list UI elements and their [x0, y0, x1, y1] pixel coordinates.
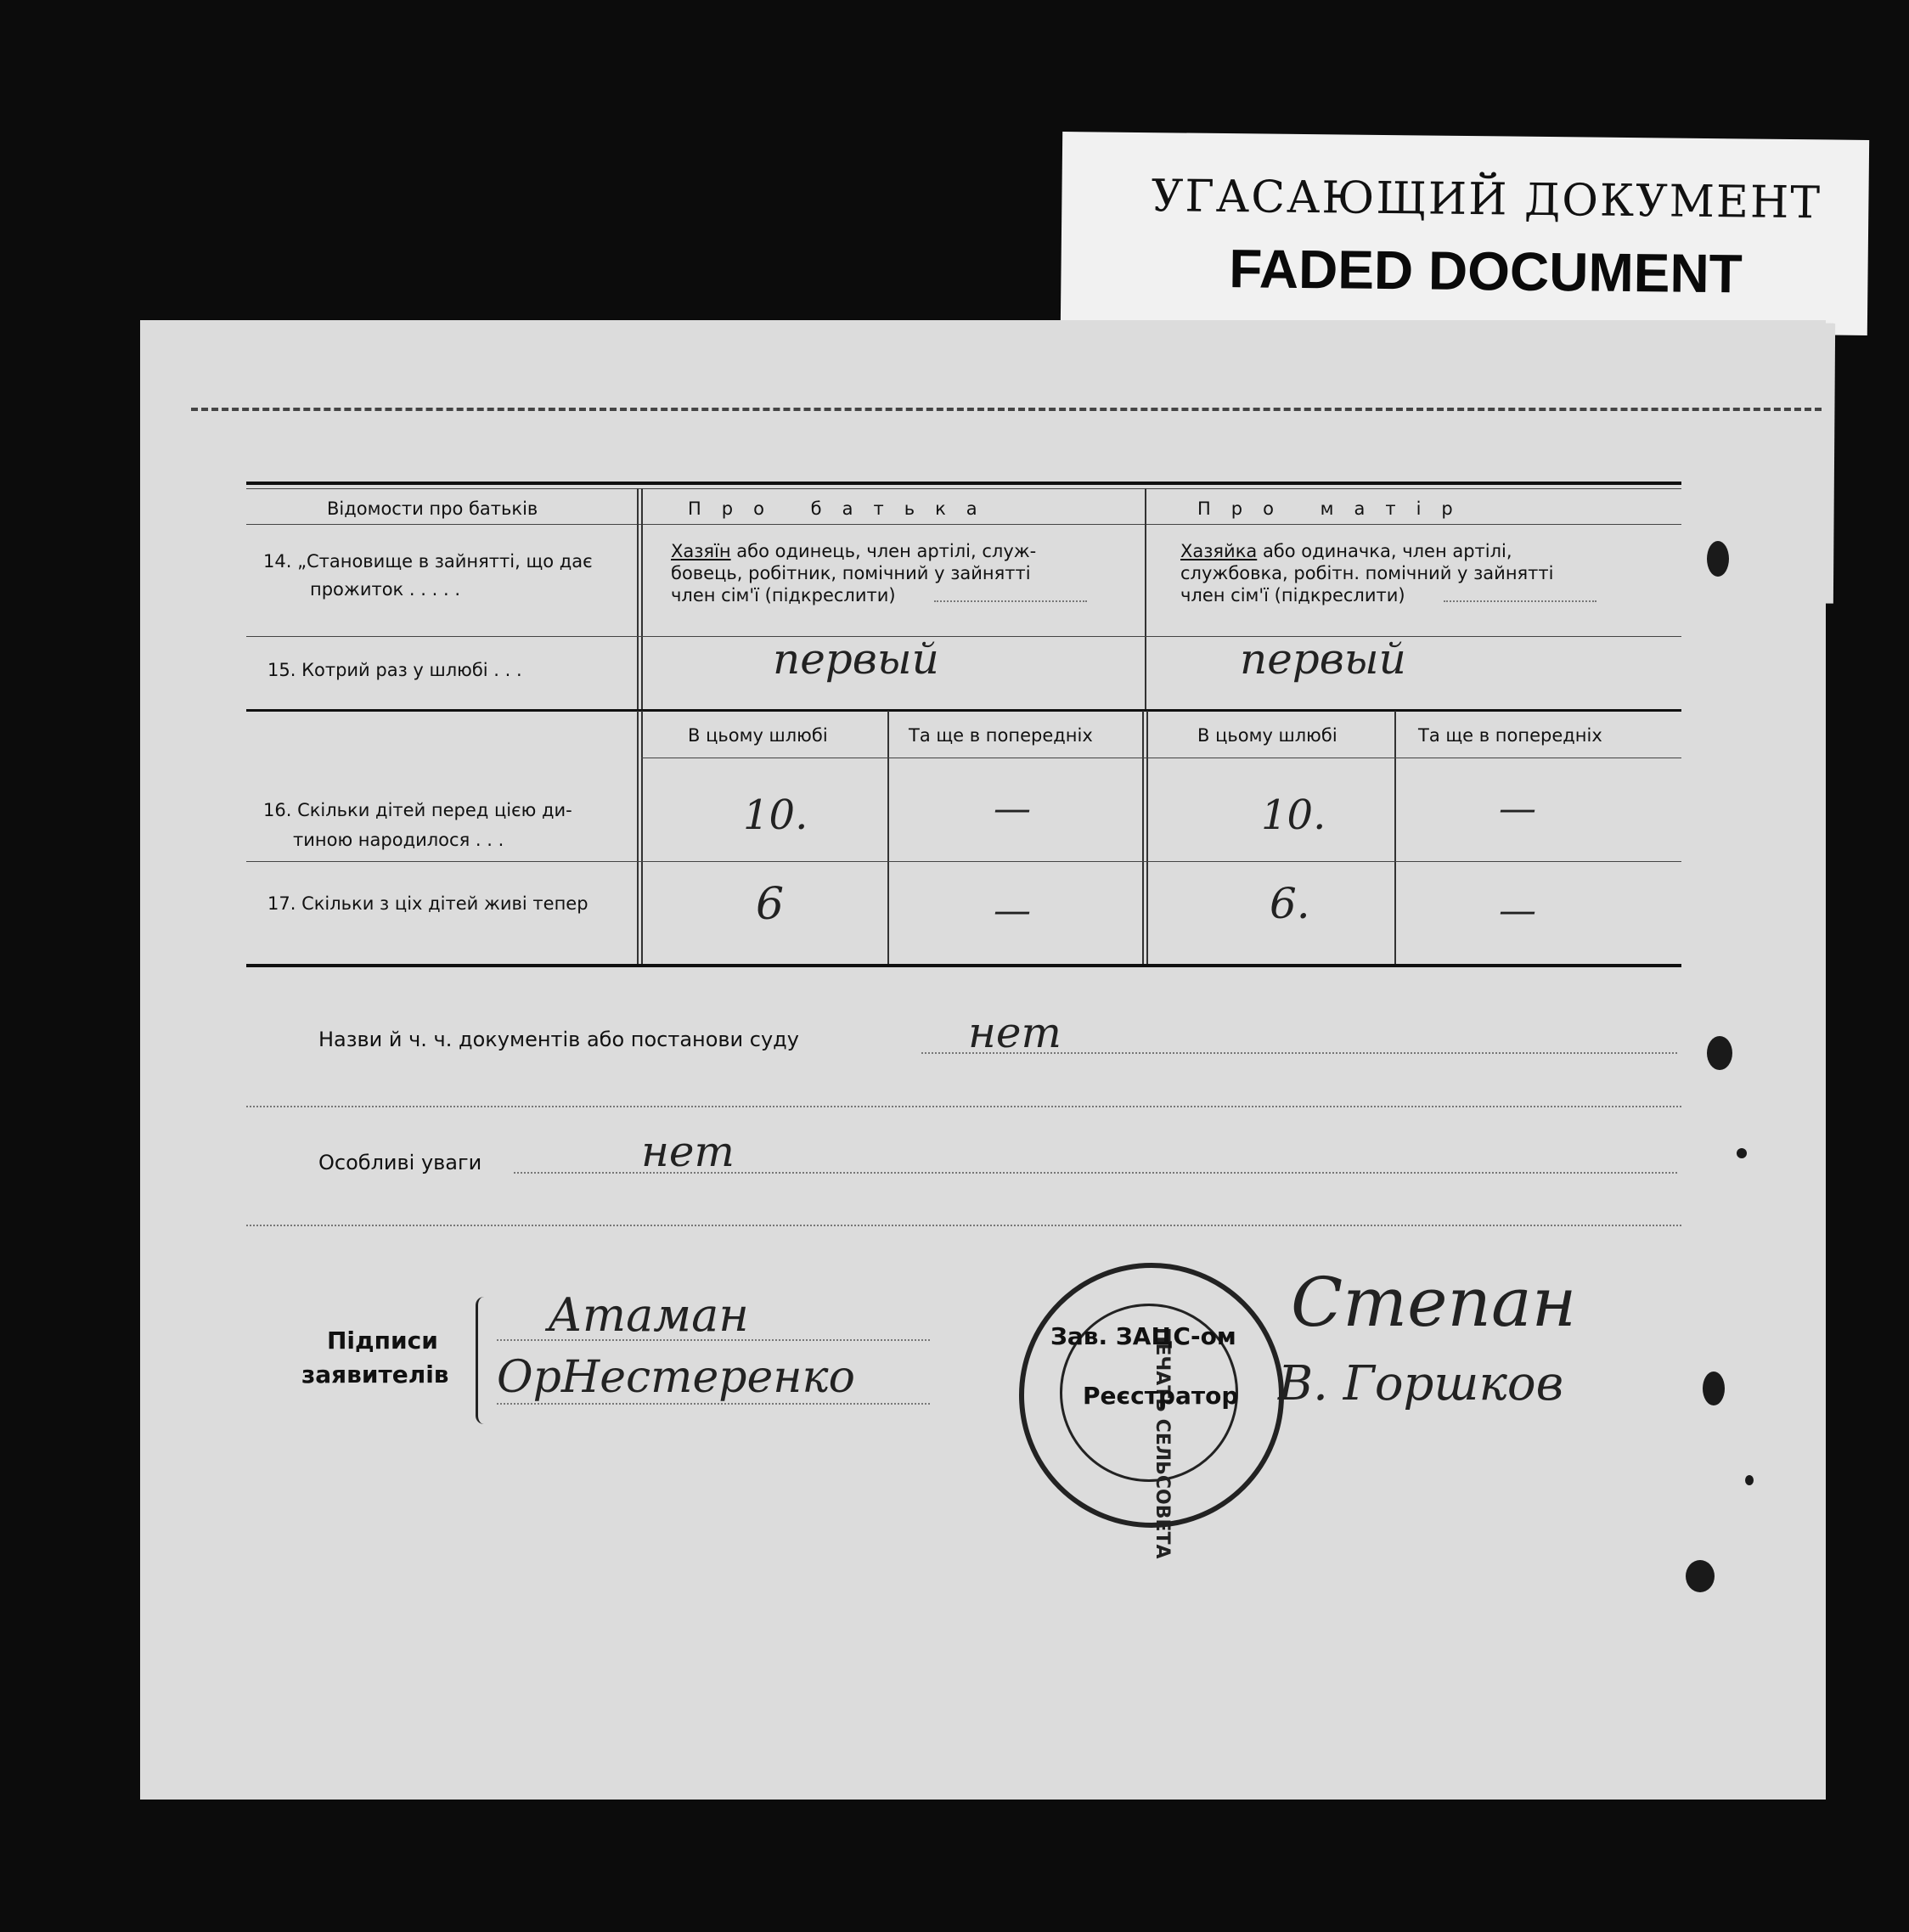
signatures-label-line1: Підписи — [327, 1326, 438, 1355]
subheader-father-prev: Та ще в попередніх — [909, 725, 1093, 746]
binding-hole — [1703, 1372, 1725, 1405]
father-occupation-underlined: Хазяїн — [671, 541, 731, 561]
row14-label-line2: прожиток . . . . . — [310, 579, 460, 600]
head-zags-label: Зав. ЗАЦС-ом — [1050, 1322, 1236, 1350]
father-children-born-prev: — — [994, 787, 1031, 831]
perforation-line — [191, 408, 1822, 411]
row16-label-line2: тиною народилося . . . — [293, 830, 504, 850]
header-father: Про батька — [688, 498, 998, 519]
row16-label-line1: 16. Скільки дітей перед цією ди- — [263, 800, 572, 820]
label-russian: УГАСАЮЩИЙ ДОКУМЕНТ — [1151, 171, 1822, 229]
form-page — [140, 320, 1826, 1800]
table-bottom-rule — [246, 964, 1681, 967]
mother-children-born: 10. — [1261, 791, 1326, 839]
row17-label: 17. Скільки з ціх дітей живі тепер — [267, 893, 588, 914]
mother-marriage-count: первый — [1240, 634, 1406, 684]
signatures-label-line2: заявителів — [301, 1360, 449, 1388]
faded-document-label — [1061, 132, 1869, 335]
documents-value: нет — [968, 1008, 1061, 1057]
binding-mark — [1745, 1475, 1754, 1485]
subheader-mother-prev: Та ще в попередніх — [1418, 725, 1602, 746]
mother-children-living-prev: — — [1499, 889, 1536, 932]
father-marriage-count: первый — [773, 634, 939, 684]
row15-label: 15. Котрий раз у шлюбі . . . — [267, 660, 522, 680]
father-occupation-line2: бовець, робітник, помічний у зайнятті — [671, 563, 1031, 583]
mother-occupation-underlined: Хазяйка — [1180, 541, 1258, 561]
father-children-born: 10. — [743, 791, 808, 839]
mother-occupation-line1: або одиначка, член артілі, — [1257, 541, 1512, 561]
subheader-father-this: В цьому шлюбі — [688, 725, 828, 746]
father-occupation-line1: або одинець, член артілі, служ- — [730, 541, 1037, 561]
registrar-label: Реєстратор — [1083, 1382, 1239, 1410]
signatures-brace — [476, 1297, 488, 1424]
remarks-label: Особливі уваги — [318, 1151, 482, 1174]
table-top-rule — [246, 482, 1681, 485]
mother-occupation-line3: член сім'ї (підкреслити) — [1180, 585, 1405, 606]
applicant-signature-1: Атаман — [548, 1288, 749, 1342]
remarks-value: нет — [641, 1127, 735, 1176]
father-children-living: 6 — [756, 879, 785, 930]
documents-label: Назви й ч. ч. документів або постанови суду — [318, 1028, 799, 1051]
binding-hole — [1707, 1036, 1732, 1070]
mother-children-living: 6. — [1270, 879, 1310, 928]
stamp-center-text: ПЕЧАТЬ СЕЛЬСОВЕТА — [1152, 1327, 1173, 1559]
subheader-mother-this: В цьому шлюбі — [1197, 725, 1337, 746]
label-english: FADED DOCUMENT — [1228, 238, 1743, 305]
mother-children-born-prev: — — [1499, 787, 1536, 831]
mother-occupation-line2: службовка, робітн. помічний у зайнятті — [1180, 563, 1554, 583]
binding-hole — [1707, 541, 1729, 577]
binding-hole — [1686, 1560, 1715, 1592]
header-mother: Про матір — [1197, 498, 1473, 519]
binding-mark — [1737, 1148, 1747, 1158]
head-zags-signature: Степан — [1291, 1263, 1577, 1342]
row14-label-line1: 14. „Становище в зайнятті, що дає — [263, 551, 593, 572]
registrar-signature: В. Горшков — [1278, 1356, 1564, 1411]
father-children-living-prev: — — [994, 889, 1031, 932]
applicant-signature-2: ОрНестеренко — [497, 1352, 855, 1403]
father-occupation-line3: член сім'ї (підкреслити) — [671, 585, 896, 606]
header-parents-info: Відомости про батьків — [327, 498, 538, 519]
